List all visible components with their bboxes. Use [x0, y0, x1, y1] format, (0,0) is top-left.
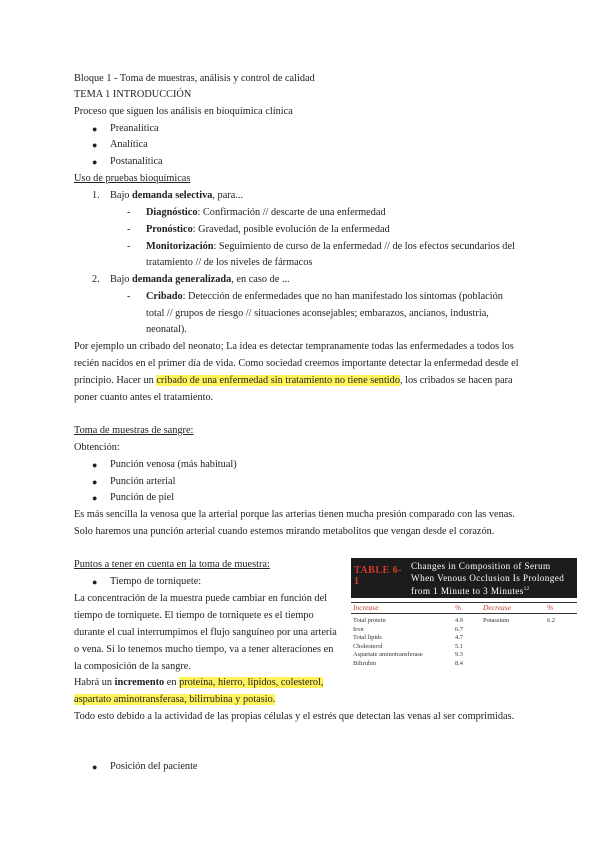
bullet-icon: ● — [92, 762, 98, 772]
table-cell: Aspartate aminotransferase — [353, 651, 423, 658]
bullet-icon: ● — [92, 477, 98, 487]
uses-heading: Uso de pruebas bioquímicas — [74, 173, 191, 184]
paragraph-line: la composición de la sangre. — [74, 661, 191, 672]
topic-title: TEMA 1 INTRODUCCIÓN — [74, 89, 192, 100]
highlighted-text: proteína, hierro, lípidos, colesterol, — [179, 677, 324, 688]
method-item: Punción venosa (más habitual) — [110, 459, 237, 470]
cribado-continuation: total // grupos de riesgo // situaciones aconsejables; embarazos, ancianos, industria, — [146, 308, 489, 319]
paragraph-line: o vena. Si lo tenemos mucho tiempo, va a tener alteraciones en — [74, 644, 334, 655]
list-number: 2. — [92, 274, 100, 285]
table-cell: 4.7 — [455, 634, 463, 641]
paragraph-line: Por ejemplo un cribado del neonato; La idea es detectar tempranamente todas las enfermedades a todos los — [74, 341, 514, 352]
paragraph-line: La concentración de la muestra puede cambiar en función del — [74, 593, 328, 604]
table-cell: Total lipids — [353, 634, 382, 641]
col-increase-header: Increase — [353, 603, 379, 612]
table-cell: 8.4 — [455, 659, 463, 667]
selective-demand-item: Bajo demanda selectiva, para... — [110, 190, 243, 201]
table-cell: Cholesterol — [353, 642, 383, 650]
table-cell: Bilirubin — [353, 659, 377, 667]
phase-item: Preanalítica — [110, 123, 159, 134]
method-item: Punción arterial — [110, 476, 176, 487]
bullet-icon: ● — [92, 124, 98, 134]
dash-marker: - — [127, 207, 131, 218]
block-title: Bloque 1 - Toma de muestras, análisis y control de calidad — [74, 73, 315, 84]
dash-marker: - — [127, 224, 131, 235]
col-pct-header: % — [455, 603, 462, 612]
dash-marker: - — [127, 291, 131, 302]
table-cell: Potassium — [483, 617, 510, 624]
position-item: Posición del paciente — [110, 761, 198, 772]
obtain-label: Obtención: — [74, 442, 120, 453]
points-heading: Puntos a tener en cuenta en la toma de muestra: — [74, 559, 270, 570]
monitorizacion-continuation: tratamiento // de los niveles de fármacos — [146, 257, 313, 268]
increase-line: Habrá un incremento en proteína, hierro, lípidos, colesterol, — [74, 677, 324, 688]
table-header-bar — [351, 558, 577, 598]
phase-item: Postanalítica — [110, 156, 163, 167]
table-cell: 9.3 — [455, 651, 463, 658]
bullet-icon: ● — [92, 157, 98, 167]
highlighted-text: cribado de una enfermedad sin tratamiento no tiene sentido — [156, 375, 400, 386]
table-cell: 4.9 — [455, 617, 463, 624]
paragraph-line: poner cuanto antes el tratamiento. — [74, 392, 214, 403]
serum-composition-table — [351, 558, 577, 667]
paragraph-line: tiempo de torniquete. El tiempo de torniquete es el tiempo — [74, 610, 314, 621]
sub-item-cribado: Cribado: Detección de enfermedades que no han manifestado los síntomas (población — [146, 291, 503, 302]
table-cell: 6.7 — [455, 625, 463, 633]
cribado-continuation: neonatal). — [146, 324, 187, 335]
table-cell: 5.1 — [455, 642, 463, 650]
table-title: Changes in Composition of Serum When Venous Occlusion Is Prolonged from 1 Minute to 3 Minutes$^{12}$ — [411, 561, 565, 597]
bullet-icon: ● — [92, 577, 98, 587]
paragraph-line: Solo haremos una punción arterial cuando estemos mirando metabolitos que vengan desde el corazón. — [74, 526, 495, 537]
bullet-icon: ● — [92, 493, 98, 503]
bullet-icon: ● — [92, 140, 98, 150]
tourniquet-item: Tiempo de torniquete: — [110, 576, 202, 587]
sub-item-monitorizacion: Monitorización: Seguimiento de curso de la enfermedad // de los efectos secundarios del — [146, 241, 515, 252]
paragraph-line: recién nacidos en el primer día de vida. Como sociedad creemos importante detectar la enfermedad desde el — [74, 358, 519, 369]
bullet-icon: ● — [92, 460, 98, 470]
table-rule — [351, 602, 577, 603]
blood-heading: Toma de muestras de sangre: — [74, 425, 194, 436]
col-decrease-header: Decrease — [483, 603, 512, 612]
table-cell: Total protein — [353, 617, 386, 624]
generalized-demand-item: Bajo demanda generalizada, en caso de ... — [110, 274, 290, 285]
table-cell: 6.2 — [547, 617, 555, 624]
dash-marker: - — [127, 241, 131, 252]
increase-line-cont — [74, 693, 275, 707]
summary-line: Todo esto debido a la actividad de las propias células y el estrés que detectan las venas al ser comprimidas. — [74, 711, 515, 722]
table-cell: Iron — [353, 625, 364, 633]
sub-item-diagnostico: Diagnóstico: Confirmación // descarte de una enfermedad — [146, 207, 386, 218]
table-rule — [351, 613, 577, 614]
list-number: 1. — [92, 190, 100, 201]
table-badge: TABLE 6-1 — [354, 565, 402, 587]
col-pct2-header: % — [547, 603, 554, 612]
highlighted-text: aspartato aminotransferasa, bilirrubina y potasio. — [74, 694, 276, 705]
sub-item-pronostico: Pronóstico: Gravedad, posible evolución de la enfermedad — [146, 224, 390, 235]
phase-item: Analítica — [110, 139, 148, 150]
paragraph-line: durante el cual interrumpimos el flujo sanguíneo por una arteria — [74, 627, 337, 638]
process-intro: Proceso que siguen los análisis en bioquímica clínica — [74, 106, 293, 117]
paragraph-line: principio. Hacer un cribado de una enfermedad sin tratamiento no tiene sentido, los cribados se hacen para — [74, 375, 513, 386]
paragraph-line: Es más sencilla la venosa que la arterial porque las arterias tienen mucha presión comparado con las venas. — [74, 509, 515, 520]
method-item: Punción de piel — [110, 492, 175, 503]
